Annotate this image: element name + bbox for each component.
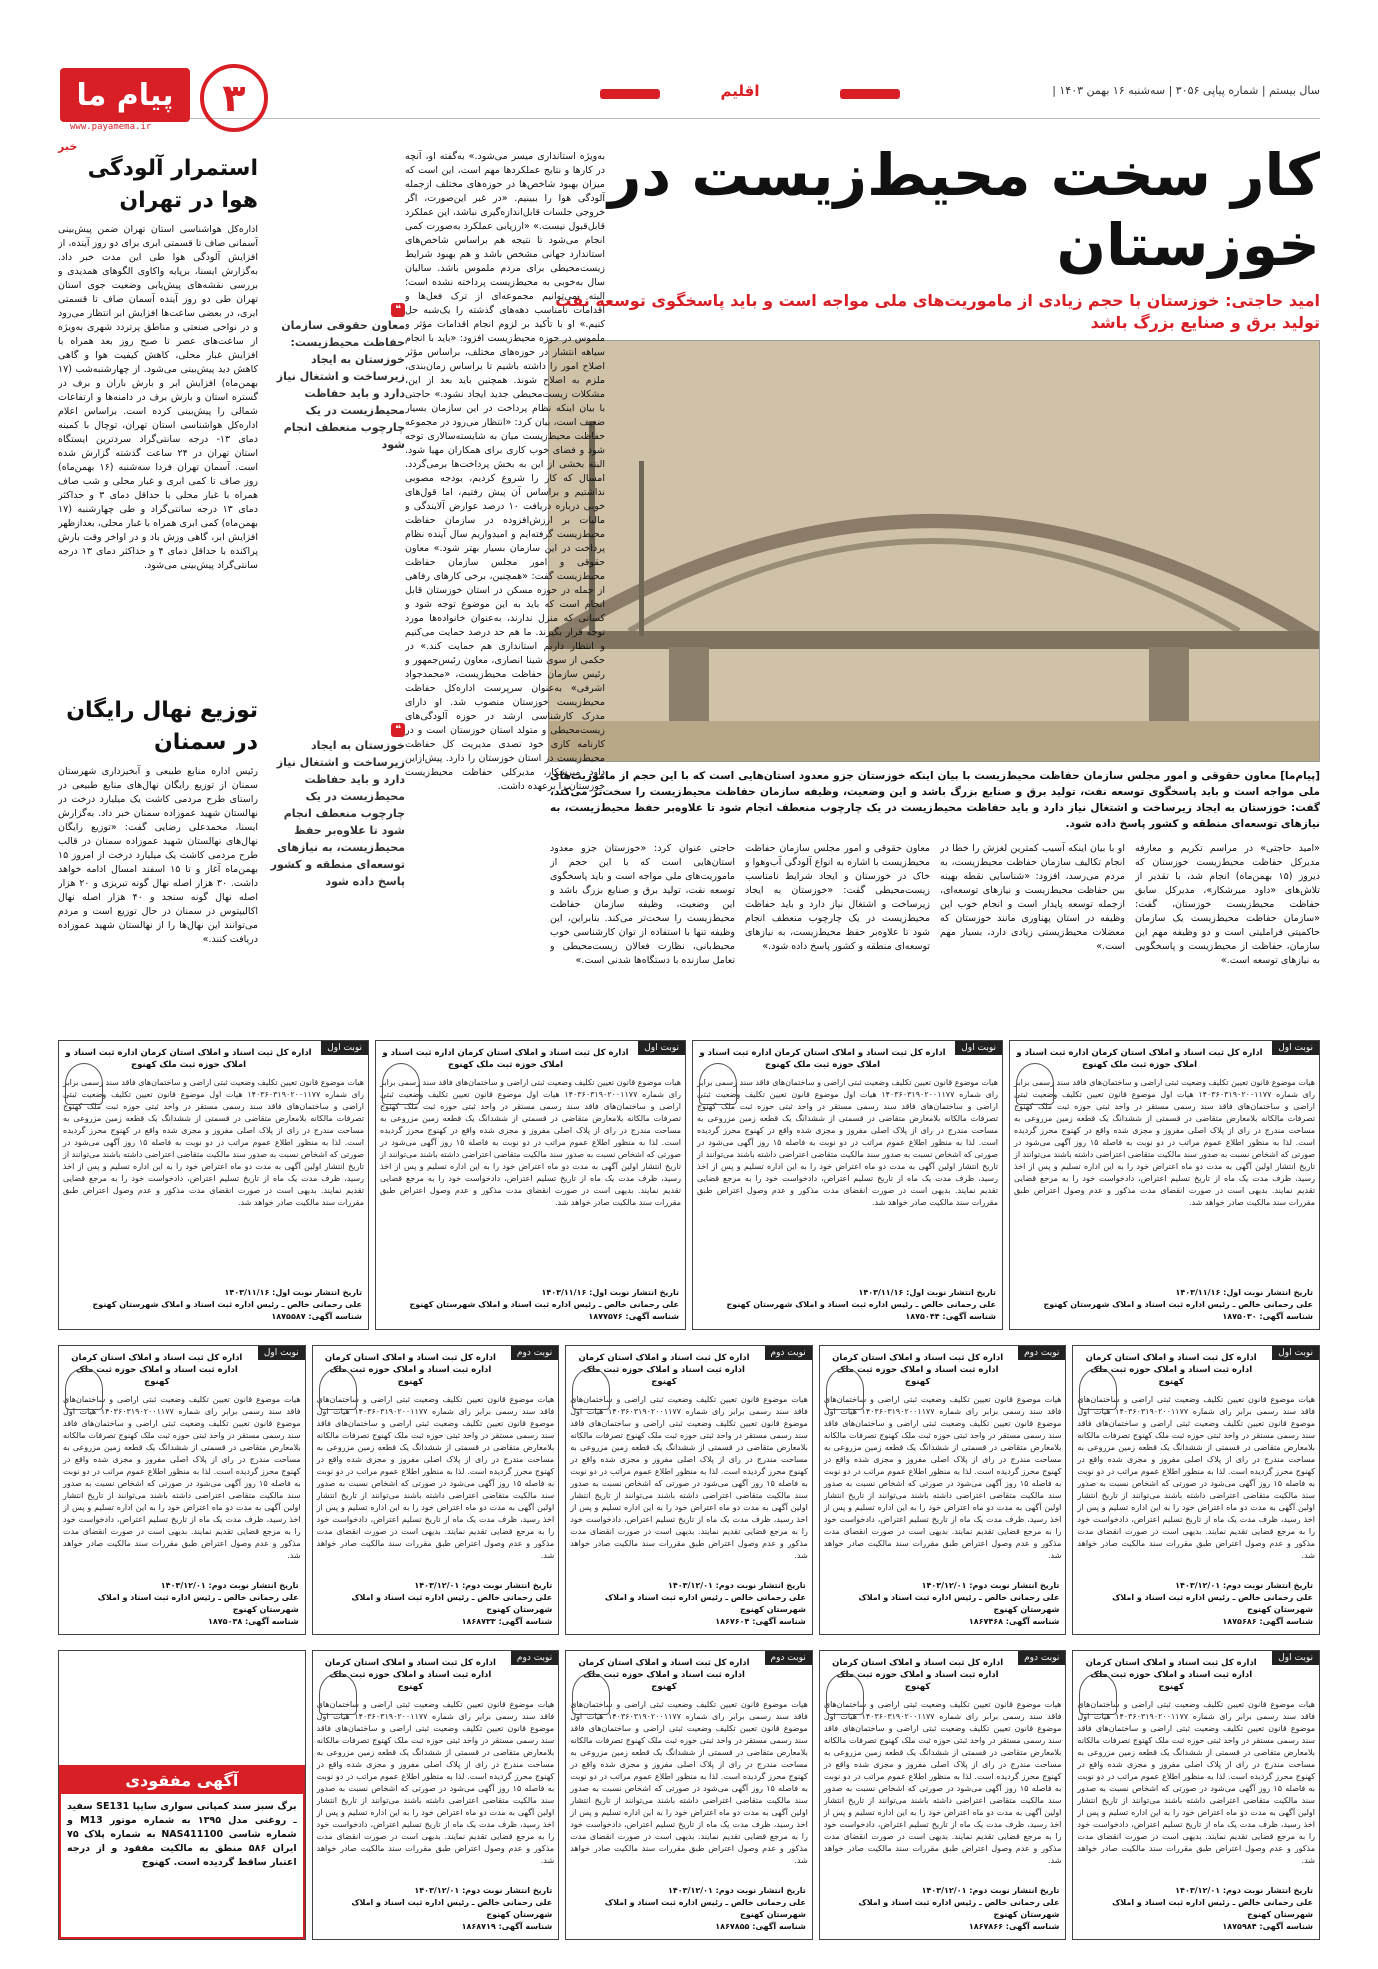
ad-org: اداره کل ثبت اسناد و املاک استان کرمان اداره ثبت اسناد و املاک حوزه ثبت ملک کهنوج [71, 1353, 243, 1387]
middle-column-text: به‌ویژه استانداری میسر می‌شود.» به‌گفته او، آنچه در کارها و نتایج عملکردها مهم است، این است که میزان بهبود شاخص‌ها در حوزه‌های مختلف ازجمله آلودگی هوا را ببینیم. «در غیر این‌صورت، اگر خروجی جلسات قابل‌اندازه‌گیری نباشد، این عملکرد قابل‌قبول نیست.» «ارزیابی عملکرد به‌صورت کمی انجام می‌شود تا نتیجه هم براساس شاخص‌های استاندارد جهانی مشخص باشد و هم بهبود شرایط زیست‌محیطی برای مردم ملموس باشد. سالیان سال به‌خوبی به محیط‌زیست پرداخته نشده است؛ البته نمی‌توانیم مجموعه‌ای از ترک فعل‌ها و اقدامات نامناسب دهه‌های گذشته را یک‌شبه حل کنیم.» او با تأکید بر لزوم انجام اقدامات مؤثر و ملموس در حوزه محیط‌زیست افزود: «باید با انجام سیاهه انتشار در حوزه‌های مختلف، براساس مؤثر اصلاح امور را داشته باشیم تا براساس زمان‌بندی، ملزم به اصلاح شوند. همچنین باید بعد از این، مشکلات زیست‌محیطی جدید ایجاد نشود.» حاجتی با بیان اینکه نظام پرداخت در این سازمان بسیار ضعیف است، بیان کرد: «انتظار می‌رود در مجموعه حفاظت محیط‌زیست میان به شایسته‌سالاری توجه شود و فضای خوب کاری برای همکاران مهیا شود. البته بخشی از این به بخش پرداخت‌ها برمی‌گردد. امسال که کار را شروع کردیم، بودجه مصوبی نداشتیم و براساس آن پیش رفتیم، اما قول‌های خوبی درباره دریافت ۱۰ درصد عوارض آلایندگی و مالیات بر ارزش‌افزوده در سازمان حفاظت محیط‌زیست گرفته‌ایم و امیدواریم سال آینده نظام پرداخت در این سازمان بسیار بهتر شود.» معاون حقوقی و امور مجلس سازمان حفاظت محیط‌زیست گفت: «همچنین، برخی کارهای رفاهی از جمله در حوزه مسکن در استان خوزستان قابل انجام است که باید به این موضوع توجه شود و کسانی که منزل ندارند، به‌عنوان خانواده‌ها مورد توجه قرار بگیرند. ما هم حد درصد حمایت می‌کنیم و انتظار داریم استانداری هم حمایت کند.» در حکمی از سوی شینا انصاری، معاون رئیس‌جمهور و رئیس سازمان حفاظت محیط‌زیست، «محمدجواد اشرفی» به‌عنوان سرپرست اداره‌کل حفاظت محیط‌زیست خوزستان منصوب شد. او دارای مدرک کارشناسی ارشد در حوزه آلودگی‌های زیست‌محیطی و متولد استان خوزستان است و در کارنامه کاری خود تصدی مدیریت کل حفاظت محیط‌زیست در استان خوزستان را دارد. پیش‌ازاین داود میرشکار، مدیرکلی حفاظت محیط‌زیست خوزستان را برعهده داشت. [405, 151, 605, 792]
section-bar-right [840, 89, 900, 99]
section-title: اقلیم [720, 82, 760, 100]
ad-sign: تاریخ انتشار نوبت دوم: ۱۴۰۳/۱۲/۰۱ علی رحمانی خالص ـ رئیس اداره ثبت اسناد و املاک شهرستان کهنوج شناسه آگهی: ۱۸۷۵۹۸۴ [1112, 1886, 1313, 1931]
newspaper-logo[interactable]: پیام ما [60, 68, 190, 122]
ads-row-3 [58, 1650, 1320, 1940]
ad-box [819, 1345, 1067, 1635]
ads-row-1 [58, 1040, 1320, 1330]
ad-text: هیات موضوع قانون تعیین تکلیف وضعیت ثبتی اراضی و ساختمان‌های فاقد سند رسمی برابر رای شماره ۱۴۰۳۶۰۳۱۹۰۲۰۰۱۱۷۷ هیات اول موضوع قانون تعیین تکلیف وضعیت ثبتی اراضی و ساختمان‌های فاقد سند رسمی مستقر در واحد ثبتی حوزه ثبت ملک کهنوج تصرفات مالکانه بلامعارض متقاضی در قسمتی از ششدانگ یک قطعه زمین مزروعی به مساحت مندرج در رای از پلاک اصلی مفروز و مجزی شده واقع در کهنوج محرز گردیده است. لذا به منظور اطلاع عموم مراتب در دو نوبت به فاصله ۱۵ روز آگهی می‌شود در صورتی که اشخاص نسبت به صدور سند مالکیت متقاضی اعتراضی داشته باشند می‌توانند از تاریخ انتشار اولین آگهی به مدت دو ماه اعتراض خود را به این اداره تسلیم و پس از اخذ رسید، ظرف مدت یک ماه از تاریخ تسلیم اعتراض، دادخواست خود را به مرجع قضایی تقدیم نمایند. بدیهی است در صورت انقضای مدت مذکور و عدم وصول اعتراض طبق مقررات سند مالکیت صادر خواهد شد. [823, 1395, 1062, 1560]
ad-org: اداره کل ثبت اسناد و املاک استان کرمان اداره ثبت اسناد و املاک حوزه ثبت ملک کهنوج [324, 1658, 496, 1692]
ad-org: اداره کل ثبت اسناد و املاک استان کرمان اداره ثبت اسناد و املاک حوزه ثبت ملک کهنوج [832, 1658, 1004, 1692]
ad-sign: تاریخ انتشار نوبت دوم: ۱۴۰۳/۱۲/۰۱ علی رحمانی خالص ـ رئیس اداره ثبت اسناد و املاک شهرستان کهنوج شناسه آگهی: ۱۸۶۷۸۵۵ [604, 1886, 806, 1931]
quote-icon: ❝ [391, 303, 405, 317]
body-col-3: معاون حقوقی و امور مجلس سازمان حفاظت محیط‌زیست با اشاره به انواع آلودگی آب‌وهوا و خاک در خوزستان و ایجاد شرایط نامناسب زیست‌محیطی گفت: «خوزستان به ایجاد زیرساخت و اشتغال نیاز دارد و باید حفاظت محیط‌زیست در یک چارچوب منعطف انجام شود تا علاوه‌بر حفظ محیط‌زیست، به نیازهای توسعه‌ای منطقه و کشور پاسخ داده شود.» [745, 843, 930, 952]
ad-box [1072, 1345, 1320, 1635]
ad-org: اداره کل ثبت اسناد و املاک استان کرمان اداره ثبت اسناد و املاک حوزه ثبت ملک کهنوج [324, 1353, 496, 1387]
lost-notice [59, 1765, 305, 1939]
pull-quote-2 [265, 720, 405, 890]
ad-org: اداره کل ثبت اسناد و املاک استان کرمان اداره ثبت اسناد و املاک حوزه ثبت ملک کهنوج [382, 1048, 629, 1070]
ad-sign: تاریخ انتشار نوبت دوم: ۱۴۰۳/۱۲/۰۱ علی رحمانی خالص ـ رئیس اداره ثبت اسناد و املاک شهرستان کهنوج شناسه آگهی: ۱۸۶۷۶۰۴ [604, 1581, 806, 1626]
story2-title: توزیع نهال رایگان در سمنان [66, 698, 258, 755]
ad-org: اداره کل ثبت اسناد و املاک استان کرمان اداره ثبت اسناد و املاک حوزه ثبت ملک کهنوج [1085, 1353, 1257, 1387]
pull-quote-2-text: خوزستان به ایجاد زیرساخت و اشتغال نیاز دارد و باید حفاظت محیط‌زیست در یک چارچوب منعطف انجام شود تا علاوه‌بر حفظ محیط‌زیست، به نیازهای توسعه‌ای منطقه و کشور پاسخ داده شود [270, 739, 405, 888]
story1-text: اداره‌کل هواشناسی استان تهران ضمن پیش‌بینی آسمانی صاف تا قسمتی ابری برای دو روز آینده، از افزایش آلودگی هوا طی این مدت خبر داد. به‌گزارش ایسنا، برپایه واکاوی الگوهای همدیدی و بررسی نقشه‌های پیش‌یابی وضعیت جوی استان تهران طی دو روز آینده آسمان صاف تا قسمتی ابری، در بعضی ساعت‌ها افزایش ابر انتظار می‌رود و در نواحی صنعتی و مناطق پرتردد شهری به‌ویژه از ساعت‌های عصر تا صبح روز بعد همراه با افزایش غبار محلی، کاهش کیفیت هوا و گاهی کاهش دید پیش‌بینی می‌شود. از چهارشنبه‌شب (۱۷ بهمن‌ماه) افزایش ابر و بارش باران و برف در گستره استان و بارش برف در دامنه‌ها و ارتفاعات شمالی را پیش‌بینی کرده است. براساس اعلام اداره‌کل هواشناسی استان تهران، توچال با کمینه دمای ۱۳- درجه سانتی‌گراد سردترین ایستگاه استان تهران در ۲۴ ساعت گذشته گزارش شده است. آسمان تهران فردا سه‌شنبه (۱۶ بهمن‌ماه) روز صاف تا کمی ابری و غبار محلی و شب صاف همراه با غبار محلی با حداقل دمای ۳ و حداکثر دمای ۱۳ درجه سانتی‌گراد و طی چهارشنبه (۱۷ بهمن‌ماه) کمی ابری همراه با غبار محلی، بعدازظهر افزایش ابر، گاهی وزش باد و در اواخر وقت بارش پراکنده با حداقل دمای ۴ و حداکثر دمای ۱۳ درجه سانتی‌گراد پیش‌بینی می‌شود. [58, 224, 258, 571]
ad-org: اداره کل ثبت اسناد و املاک استان کرمان اداره ثبت اسناد و املاک حوزه ثبت ملک کهنوج [1016, 1048, 1263, 1070]
page-header [60, 76, 1320, 132]
left-column [58, 140, 258, 965]
ad-text: هیات موضوع قانون تعیین تکلیف وضعیت ثبتی اراضی و ساختمان‌های فاقد سند رسمی برابر رای شماره ۱۴۰۳۶۰۳۱۹۰۲۰۰۱۱۷۷ هیات اول موضوع قانون تعیین تکلیف وضعیت ثبتی اراضی و ساختمان‌های فاقد سند رسمی مستقر در واحد ثبتی حوزه ثبت ملک کهنوج تصرفات مالکانه بلامعارض متقاضی در قسمتی از ششدانگ یک قطعه زمین مزروعی به مساحت مندرج در رای از پلاک اصلی مفروز و مجزی شده واقع در کهنوج محرز گردیده است. لذا به منظور اطلاع عموم مراتب در دو نوبت به فاصله ۱۵ روز آگهی می‌شود در صورتی که اشخاص نسبت به صدور سند مالکیت متقاضی اعتراضی داشته باشند می‌توانند از تاریخ انتشار اولین آگهی به مدت دو ماه اعتراض خود را به این اداره تسلیم و پس از اخذ رسید، ظرف مدت یک ماه از تاریخ تسلیم اعتراض، دادخواست خود را به مرجع قضایی تقدیم نمایند. بدیهی است در صورت انقضای مدت مذکور و عدم وصول اعتراض طبق مقررات سند مالکیت صادر خواهد شد. [63, 1395, 301, 1560]
ad-text: هیات موضوع قانون تعیین تکلیف وضعیت ثبتی اراضی و ساختمان‌های فاقد سند رسمی برابر رای شماره ۱۴۰۳۶۰۳۱۹۰۲۰۰۱۱۷۷ هیات اول موضوع قانون تعیین تکلیف وضعیت ثبتی اراضی و ساختمان‌های فاقد سند رسمی مستقر در واحد ثبتی حوزه ثبت ملک کهنوج تصرفات مالکانه بلامعارض متقاضی در قسمتی از ششدانگ یک قطعه زمین مزروعی به مساحت مندرج در رای از پلاک اصلی مفروز و مجزی شده واقع در کهنوج محرز گردیده است. لذا به منظور اطلاع عموم مراتب در دو نوبت به فاصله ۱۵ روز آگهی می‌شود در صورتی که اشخاص نسبت به صدور سند مالکیت متقاضی اعتراضی داشته باشند می‌توانند از تاریخ انتشار اولین آگهی به مدت دو ماه اعتراض خود را به این اداره تسلیم و پس از اخذ رسید، ظرف مدت یک ماه از تاریخ تسلیم اعتراض، دادخواست خود را به مرجع قضایی تقدیم نمایند. بدیهی است در صورت انقضای مدت مذکور و عدم وصول اعتراض طبق مقررات سند مالکیت صادر خواهد شد. [1077, 1700, 1316, 1865]
ad-text: هیات موضوع قانون تعیین تکلیف وضعیت ثبتی اراضی و ساختمان‌های فاقد سند رسمی برابر رای شماره ۱۴۰۳۶۰۳۱۹۰۲۰۰۱۱۷۷ هیات اول موضوع قانون تعیین تکلیف وضعیت ثبتی اراضی و ساختمان‌های فاقد سند رسمی مستقر در واحد ثبتی حوزه ثبت ملک کهنوج تصرفات مالکانه بلامعارض متقاضی در قسمتی از ششدانگ یک قطعه زمین مزروعی به مساحت مندرج در رای از پلاک اصلی مفروز و مجزی شده واقع در کهنوج محرز گردیده است. لذا به منظور اطلاع عموم مراتب در دو نوبت به فاصله ۱۵ روز آگهی می‌شود در صورتی که اشخاص نسبت به صدور سند مالکیت متقاضی اعتراضی داشته باشند می‌توانند از تاریخ انتشار اولین آگهی به مدت دو ماه اعتراض خود را به این اداره تسلیم و پس از اخذ رسید، ظرف مدت یک ماه از تاریخ تسلیم اعتراض، دادخواست خود را به مرجع قضایی تقدیم نمایند. بدیهی است در صورت انقضای مدت مذکور و عدم وصول اعتراض طبق مقررات سند مالکیت صادر خواهد شد. [380, 1078, 681, 1207]
ad-text: هیات موضوع قانون تعیین تکلیف وضعیت ثبتی اراضی و ساختمان‌های فاقد سند رسمی برابر رای شماره ۱۴۰۳۶۰۳۱۹۰۲۰۰۱۱۷۷ هیات اول موضوع قانون تعیین تکلیف وضعیت ثبتی اراضی و ساختمان‌های فاقد سند رسمی مستقر در واحد ثبتی حوزه ثبت ملک کهنوج تصرفات مالکانه بلامعارض متقاضی در قسمتی از ششدانگ یک قطعه زمین مزروعی به مساحت مندرج در رای از پلاک اصلی مفروز و مجزی شده واقع در کهنوج محرز گردیده است. لذا به منظور اطلاع عموم مراتب در دو نوبت به فاصله ۱۵ روز آگهی می‌شود در صورتی که اشخاص نسبت به صدور سند مالکیت متقاضی اعتراضی داشته باشند می‌توانند از تاریخ انتشار اولین آگهی به مدت دو ماه اعتراض خود را به این اداره تسلیم و پس از اخذ رسید، ظرف مدت یک ماه از تاریخ تسلیم اعتراض، دادخواست خود را به مرجع قضایی تقدیم نمایند. بدیهی است در صورت انقضای مدت مذکور و عدم وصول اعتراض طبق مقررات سند مالکیت صادر خواهد شد. [570, 1395, 808, 1560]
pull-quote-1-text: معاون حقوقی سازمان حفاظت محیط‌زیست: خوزستان به ایجاد زیرساخت و اشتغال نیاز دارد و باید حفاظت محیط‌زیست در یک چارچوب منعطف انجام شود [276, 319, 405, 451]
ad-sign: تاریخ انتشار نوبت اول: ۱۴۰۳/۱۱/۱۶ علی رحمانی خالص ـ رئیس اداره ثبت اسناد و املاک شهرستان کهنوج شناسه آگهی: ۱۸۷۵۵۸۷ [92, 1288, 362, 1321]
ad-badge: نوبت دوم [1018, 1346, 1065, 1360]
ad-text: هیات موضوع قانون تعیین تکلیف وضعیت ثبتی اراضی و ساختمان‌های فاقد سند رسمی برابر رای شماره ۱۴۰۳۶۰۳۱۹۰۲۰۰۱۱۷۷ هیات اول موضوع قانون تعیین تکلیف وضعیت ثبتی اراضی و ساختمان‌های فاقد سند رسمی مستقر در واحد ثبتی حوزه ثبت ملک کهنوج تصرفات مالکانه بلامعارض متقاضی در قسمتی از ششدانگ یک قطعه زمین مزروعی به مساحت مندرج در رای از پلاک اصلی مفروز و مجزی شده واقع در کهنوج محرز گردیده است. لذا به منظور اطلاع عموم مراتب در دو نوبت به فاصله ۱۵ روز آگهی می‌شود در صورتی که اشخاص نسبت به صدور سند مالکیت متقاضی اعتراضی داشته باشند می‌توانند از تاریخ انتشار اولین آگهی به مدت دو ماه اعتراض خود را به این اداره تسلیم و پس از اخذ رسید، ظرف مدت یک ماه از تاریخ تسلیم اعتراض، دادخواست خود را به مرجع قضایی تقدیم نمایند. بدیهی است در صورت انقضای مدت مذکور و عدم وصول اعتراض طبق مقررات سند مالکیت صادر خواهد شد. [63, 1078, 364, 1207]
emblem-icon [572, 1673, 610, 1715]
ad-text: هیات موضوع قانون تعیین تکلیف وضعیت ثبتی اراضی و ساختمان‌های فاقد سند رسمی برابر رای شماره ۱۴۰۳۶۰۳۱۹۰۲۰۰۱۱۷۷ هیات اول موضوع قانون تعیین تکلیف وضعیت ثبتی اراضی و ساختمان‌های فاقد سند رسمی مستقر در واحد ثبتی حوزه ثبت ملک کهنوج تصرفات مالکانه بلامعارض متقاضی در قسمتی از ششدانگ یک قطعه زمین مزروعی به مساحت مندرج در رای از پلاک اصلی مفروز و مجزی شده واقع در کهنوج محرز گردیده است. لذا به منظور اطلاع عموم مراتب در دو نوبت به فاصله ۱۵ روز آگهی می‌شود در صورتی که اشخاص نسبت به صدور سند مالکیت متقاضی اعتراضی داشته باشند می‌توانند از تاریخ انتشار اولین آگهی به مدت دو ماه اعتراض خود را به این اداره تسلیم و پس از اخذ رسید، ظرف مدت یک ماه از تاریخ تسلیم اعتراض، دادخواست خود را به مرجع قضایی تقدیم نمایند. بدیهی است در صورت انقضای مدت مذکور و عدم وصول اعتراض طبق مقررات سند مالکیت صادر خواهد شد. [697, 1078, 998, 1207]
ad-box [819, 1650, 1067, 1940]
bridge-illustration [549, 341, 1319, 761]
ads-row-2 [58, 1345, 1320, 1635]
emblem-icon [826, 1673, 864, 1715]
emblem-icon [319, 1368, 357, 1410]
issue-info: سال بیستم | شماره پیاپی ۳۰۵۶ | سه‌شنبه ۱۶ بهمن ۱۴۰۳ | [1052, 84, 1320, 97]
ad-sign: تاریخ انتشار نوبت دوم: ۱۴۰۳/۱۲/۰۱ علی رحمانی خالص ـ رئیس اداره ثبت اسناد و املاک شهرستان کهنوج شناسه آگهی: ۱۸۶۸۷۳۳ [351, 1581, 553, 1626]
ad-badge: نوبت اول [321, 1041, 368, 1055]
ad-badge: نوبت اول [638, 1041, 685, 1055]
ad-org: اداره کل ثبت اسناد و املاک استان کرمان اداره ثبت اسناد و املاک حوزه ثبت ملک کهنوج [65, 1048, 312, 1070]
ad-org: اداره کل ثبت اسناد و املاک استان کرمان اداره ثبت اسناد و املاک حوزه ثبت ملک کهنوج [832, 1353, 1004, 1387]
ad-text: هیات موضوع قانون تعیین تکلیف وضعیت ثبتی اراضی و ساختمان‌های فاقد سند رسمی برابر رای شماره ۱۴۰۳۶۰۳۱۹۰۲۰۰۱۱۷۷ هیات اول موضوع قانون تعیین تکلیف وضعیت ثبتی اراضی و ساختمان‌های فاقد سند رسمی مستقر در واحد ثبتی حوزه ثبت ملک کهنوج تصرفات مالکانه بلامعارض متقاضی در قسمتی از ششدانگ یک قطعه زمین مزروعی به مساحت مندرج در رای از پلاک اصلی مفروز و مجزی شده واقع در کهنوج محرز گردیده است. لذا به منظور اطلاع عموم مراتب در دو نوبت به فاصله ۱۵ روز آگهی می‌شود در صورتی که اشخاص نسبت به صدور سند مالکیت متقاضی اعتراضی داشته باشند می‌توانند از تاریخ انتشار اولین آگهی به مدت دو ماه اعتراض خود را به این اداره تسلیم و پس از اخذ رسید، ظرف مدت یک ماه از تاریخ تسلیم اعتراض، دادخواست خود را به مرجع قضایی تقدیم نمایند. بدیهی است در صورت انقضای مدت مذکور و عدم وصول اعتراض طبق مقررات سند مالکیت صادر خواهد شد. [823, 1700, 1062, 1865]
ad-box [565, 1650, 813, 1940]
ad-text: هیات موضوع قانون تعیین تکلیف وضعیت ثبتی اراضی و ساختمان‌های فاقد سند رسمی برابر رای شماره ۱۴۰۳۶۰۳۱۹۰۲۰۰۱۱۷۷ هیات اول موضوع قانون تعیین تکلیف وضعیت ثبتی اراضی و ساختمان‌های فاقد سند رسمی مستقر در واحد ثبتی حوزه ثبت ملک کهنوج تصرفات مالکانه بلامعارض متقاضی در قسمتی از ششدانگ یک قطعه زمین مزروعی به مساحت مندرج در رای از پلاک اصلی مفروز و مجزی شده واقع در کهنوج محرز گردیده است. لذا به منظور اطلاع عموم مراتب در دو نوبت به فاصله ۱۵ روز آگهی می‌شود در صورتی که اشخاص نسبت به صدور سند مالکیت متقاضی اعتراضی داشته باشند می‌توانند از تاریخ انتشار اولین آگهی به مدت دو ماه اعتراض خود را به این اداره تسلیم و پس از اخذ رسید، ظرف مدت یک ماه از تاریخ تسلیم اعتراض، دادخواست خود را به مرجع قضایی تقدیم نمایند. بدیهی است در صورت انقضای مدت مذکور و عدم وصول اعتراض طبق مقررات سند مالکیت صادر خواهد شد. [1077, 1395, 1316, 1560]
emblem-icon [382, 1063, 420, 1105]
ad-sign: تاریخ انتشار نوبت اول: ۱۴۰۳/۱۱/۱۶ علی رحمانی خالص ـ رئیس اداره ثبت اسناد و املاک شهرستان کهنوج شناسه آگهی: ۱۸۷۵۰۴۴ [726, 1288, 996, 1321]
ad-sign: تاریخ انتشار نوبت دوم: ۱۴۰۳/۱۲/۰۱ علی رحمانی خالص ـ رئیس اداره ثبت اسناد و املاک شهرستان کهنوج شناسه آگهی: ۱۸۶۷۴۶۸ [858, 1581, 1060, 1626]
ad-sign: تاریخ انتشار نوبت دوم: ۱۴۰۳/۱۲/۰۱ علی رحمانی خالص ـ رئیس اداره ثبت اسناد و املاک شهرستان کهنوج شناسه آگهی: ۱۸۶۷۸۶۶ [858, 1886, 1060, 1931]
ad-sign: تاریخ انتشار نوبت اول: ۱۴۰۳/۱۱/۱۶ علی رحمانی خالص ـ رئیس اداره ثبت اسناد و املاک شهرستان کهنوج شناسه آگهی: ۱۸۷۷۵۷۶ [409, 1288, 679, 1321]
body-col-1: «امید حاجتی» در مراسم تکریم و معارفه مدیرکل حفاظت محیط‌زیست خوزستان که دیروز (۱۵ بهمن‌ماه) انجام شد، با تقدیر از تلاش‌های «داود میرشکار»، مدیرکل سابق حفاظت محیط‌زیست خوزستان، گفت: «سازمان حفاظت محیط‌زیست یک سازمان حاکمیتی فراملیتی است و دو وظیفه مهم این سازمان، حفاظت از محیط‌زیست و پاسخگویی به نیازهای توسعه است.» [1135, 843, 1320, 966]
ad-badge: نوبت اول [955, 1041, 1002, 1055]
ad-org: اداره کل ثبت اسناد و املاک استان کرمان اداره ثبت اسناد و املاک حوزه ثبت ملک کهنوج [1085, 1658, 1257, 1692]
ad-badge: نوبت دوم [1018, 1651, 1065, 1665]
body-col-4: حاجتی عنوان کرد: «خوزستان جزو معدود استان‌هایی است که با این حجم از ماموریت‌های ملی مواجه است و باید پاسخگوی توسعه نفت، تولید برق و صنایع بزرگ باشد و این وضعیت، وظیفه سازمان حفاظت محیط‌زیست را سخت‌تر می‌کند. بنابراین، این وظیفه تنها با استفاده از توان کارشناسی خوب محیط‌بانی، نظارت فعالان زیست‌محیطی و تعامل سازنده با دستگاه‌ها شدنی است.» [550, 843, 735, 966]
ad-box [1009, 1040, 1320, 1330]
emblem-icon [65, 1063, 103, 1105]
emblem-icon [572, 1368, 610, 1410]
ad-org: اداره کل ثبت اسناد و املاک استان کرمان اداره ثبت اسناد و املاک حوزه ثبت ملک کهنوج [578, 1658, 750, 1692]
ad-sign: تاریخ انتشار نوبت دوم: ۱۴۰۳/۱۲/۰۱ علی رحمانی خالص ـ رئیس اداره ثبت اسناد و املاک شهرستان کهنوج شناسه آگهی: ۱۸۷۵۰۳۸ [97, 1581, 299, 1626]
logo-url: www.payamema.ir [70, 122, 152, 132]
ad-org: اداره کل ثبت اسناد و املاک استان کرمان اداره ثبت اسناد و املاک حوزه ثبت ملک کهنوج [699, 1048, 946, 1070]
page-number: ۳ [200, 64, 268, 132]
ad-sign: تاریخ انتشار نوبت دوم: ۱۴۰۳/۱۲/۰۱ علی رحمانی خالص ـ رئیس اداره ثبت اسناد و املاک شهرستان کهنوج شناسه آگهی: ۱۸۷۵۶۸۶ [1112, 1581, 1313, 1626]
ad-box [58, 1040, 369, 1330]
lost-notice-title: آگهی مفقودی [61, 1767, 303, 1794]
ad-badge: نوبت دوم [511, 1651, 558, 1665]
ad-text: هیات موضوع قانون تعیین تکلیف وضعیت ثبتی اراضی و ساختمان‌های فاقد سند رسمی برابر رای شماره ۱۴۰۳۶۰۳۱۹۰۲۰۰۱۱۷۷ هیات اول موضوع قانون تعیین تکلیف وضعیت ثبتی اراضی و ساختمان‌های فاقد سند رسمی مستقر در واحد ثبتی حوزه ثبت ملک کهنوج تصرفات مالکانه بلامعارض متقاضی در قسمتی از ششدانگ یک قطعه زمین مزروعی به مساحت مندرج در رای از پلاک اصلی مفروز و مجزی شده واقع در کهنوج محرز گردیده است. لذا به منظور اطلاع عموم مراتب در دو نوبت به فاصله ۱۵ روز آگهی می‌شود در صورتی که اشخاص نسبت به صدور سند مالکیت متقاضی اعتراضی داشته باشند می‌توانند از تاریخ انتشار اولین آگهی به مدت دو ماه اعتراض خود را به این اداره تسلیم و پس از اخذ رسید، ظرف مدت یک ماه از تاریخ تسلیم اعتراض، دادخواست خود را به مرجع قضایی تقدیم نمایند. بدیهی است در صورت انقضای مدت مذکور و عدم وصول اعتراض طبق مقررات سند مالکیت صادر خواهد شد. [316, 1700, 555, 1865]
main-lead: [پیام‌ما] معاون حقوقی و امور مجلس سازمان حفاظت محیط‌زیست با بیان اینکه خوزستان جزو معدود استان‌هایی است که با این حجم از ماموریت‌های ملی مواجه است و باید پاسخگوی توسعه نفت، تولید برق و صنایع بزرگ باشد و این وضعیت، وظیفه سازمان حفاظت محیط‌زیست را سخت‌تر می‌کند، گفت: خوزستان به ایجاد زیرساخت و اشتغال نیاز دارد و باید حفاظت محیط‌زیست در یک چارچوب منعطف انجام شود تا علاوه‌بر حفظ محیط‌زیست، به نیازهای توسعه‌ای منطقه و کشور پاسخ داده شود. [550, 770, 1320, 830]
main-headline: کار سخت محیط‌زیست در خوزستان [608, 141, 1320, 279]
ad-badge: نوبت اول [1272, 1346, 1319, 1360]
ad-badge: نوبت اول [1272, 1041, 1319, 1055]
emblem-icon [1079, 1673, 1117, 1715]
story2-text: رئیس اداره منابع طبیعی و آبخیزداری شهرستان سمنان از توزیع رایگان نهال‌های منابع طبیعی در راستای طرح مردمی کاشت یک میلیارد درخت در نهالستان شهید عموزاده سمنان خبر داد. به‌گزارش ایسنا، محمدعلی رضایی گفت: «توزیع رایگان نهال‌های نهالستان شهید عموزاده سمنان در قالب طرح مردمی کاشت یک میلیارد درخت از امروز ۱۵ بهمن‌ماه آغاز و تا ۱۵ اسفند امسال ادامه خواهد داشت. ۳۰ هزار اصله نهال گونه‌ تبریزی و ۲۰ هزار اصله نهال گونه سنجد و ۴۰ هزار اصله نهال اکالیپتوس در سمنان در حال توزیع است و مردم می‌توانند این نهال‌ها را از نهالستان شهید عموزاده دریافت کنند.» [58, 766, 258, 945]
news-tag: خبر [58, 140, 78, 153]
ad-box [565, 1345, 813, 1635]
quote-icon: ❝ [391, 723, 405, 737]
emblem-icon [319, 1673, 357, 1715]
ad-box [692, 1040, 1003, 1330]
main-subtitle: امید حاجتی: خوزستان با حجم زیادی از ماموریت‌های ملی مواجه است و باید پاسخگوی توسعه نفت تولید برق و صنایع بزرگ باشد [555, 291, 1320, 332]
ad-badge: نوبت دوم [765, 1651, 812, 1665]
ad-badge: نوبت دوم [511, 1346, 558, 1360]
ad-text: هیات موضوع قانون تعیین تکلیف وضعیت ثبتی اراضی و ساختمان‌های فاقد سند رسمی برابر رای شماره ۱۴۰۳۶۰۳۱۹۰۲۰۰۱۱۷۷ هیات اول موضوع قانون تعیین تکلیف وضعیت ثبتی اراضی و ساختمان‌های فاقد سند رسمی مستقر در واحد ثبتی حوزه ثبت ملک کهنوج تصرفات مالکانه بلامعارض متقاضی در قسمتی از ششدانگ یک قطعه زمین مزروعی به مساحت مندرج در رای از پلاک اصلی مفروز و مجزی شده واقع در کهنوج محرز گردیده است. لذا به منظور اطلاع عموم مراتب در دو نوبت به فاصله ۱۵ روز آگهی می‌شود در صورتی که اشخاص نسبت به صدور سند مالکیت متقاضی اعتراضی داشته باشند می‌توانند از تاریخ انتشار اولین آگهی به مدت دو ماه اعتراض خود را به این اداره تسلیم و پس از اخذ رسید، ظرف مدت یک ماه از تاریخ تسلیم اعتراض، دادخواست خود را به مرجع قضایی تقدیم نمایند. بدیهی است در صورت انقضای مدت مذکور و عدم وصول اعتراض طبق مقررات سند مالکیت صادر خواهد شد. [570, 1700, 808, 1865]
ad-badge: نوبت اول [1272, 1651, 1319, 1665]
ad-box [312, 1345, 560, 1635]
ad-box [1072, 1650, 1320, 1940]
bridge-photo [548, 340, 1320, 762]
emblem-icon [699, 1063, 737, 1105]
lost-notice-text: برگ سبز سند کمپانی سواری سایپا SE131 سفید ـ روغنی مدل ۱۳۹۵ به شماره موتور M13 و شماره شاسی NAS411100 به شماره پلاک ۷۵ ایران ۵۸۶ منطق به مالکیت مفقود و از درجه اعتبار ساقط گردیده است. کهنوج [67, 1801, 297, 1868]
ad-box [375, 1040, 686, 1330]
body-col-2: او با بیان اینکه آسیب کمترین لغزش را خطا در انجام تکالیف سازمان حفاظت محیط‌زیست، به مردم می‌رسد، افزود: «شناسایی نقطه بهینه بین حفاظت محیط‌زیست و نیازهای توسعه‌ای، ازجمله توسعه پایدار است و انجام خوب این وظیفه در استان پهناوری مانند خوزستان که معضلات محیط‌زیستی زیادی دارد، بسیار مهم است.» [940, 843, 1125, 952]
pull-quote-1 [265, 300, 405, 453]
ad-box [58, 1345, 306, 1635]
ad-badge: نوبت اول [258, 1346, 305, 1360]
lost-notice-box [58, 1650, 306, 1940]
main-body [550, 842, 1320, 1002]
ad-text: هیات موضوع قانون تعیین تکلیف وضعیت ثبتی اراضی و ساختمان‌های فاقد سند رسمی برابر رای شماره ۱۴۰۳۶۰۳۱۹۰۲۰۰۱۱۷۷ هیات اول موضوع قانون تعیین تکلیف وضعیت ثبتی اراضی و ساختمان‌های فاقد سند رسمی مستقر در واحد ثبتی حوزه ثبت ملک کهنوج تصرفات مالکانه بلامعارض متقاضی در قسمتی از ششدانگ یک قطعه زمین مزروعی به مساحت مندرج در رای از پلاک اصلی مفروز و مجزی شده واقع در کهنوج محرز گردیده است. لذا به منظور اطلاع عموم مراتب در دو نوبت به فاصله ۱۵ روز آگهی می‌شود در صورتی که اشخاص نسبت به صدور سند مالکیت متقاضی اعتراضی داشته باشند می‌توانند از تاریخ انتشار اولین آگهی به مدت دو ماه اعتراض خود را به این اداره تسلیم و پس از اخذ رسید، ظرف مدت یک ماه از تاریخ تسلیم اعتراض، دادخواست خود را به مرجع قضایی تقدیم نمایند. بدیهی است در صورت انقضای مدت مذکور و عدم وصول اعتراض طبق مقررات سند مالکیت صادر خواهد شد. [1014, 1078, 1315, 1207]
ad-sign: تاریخ انتشار نوبت اول: ۱۴۰۳/۱۱/۱۶ علی رحمانی خالص ـ رئیس اداره ثبت اسناد و املاک شهرستان کهنوج شناسه آگهی: ۱۸۷۵۰۳۰ [1043, 1288, 1313, 1321]
ad-text: هیات موضوع قانون تعیین تکلیف وضعیت ثبتی اراضی و ساختمان‌های فاقد سند رسمی برابر رای شماره ۱۴۰۳۶۰۳۱۹۰۲۰۰۱۱۷۷ هیات اول موضوع قانون تعیین تکلیف وضعیت ثبتی اراضی و ساختمان‌های فاقد سند رسمی مستقر در واحد ثبتی حوزه ثبت ملک کهنوج تصرفات مالکانه بلامعارض متقاضی در قسمتی از ششدانگ یک قطعه زمین مزروعی به مساحت مندرج در رای از پلاک اصلی مفروز و مجزی شده واقع در کهنوج محرز گردیده است. لذا به منظور اطلاع عموم مراتب در دو نوبت به فاصله ۱۵ روز آگهی می‌شود در صورتی که اشخاص نسبت به صدور سند مالکیت متقاضی اعتراضی داشته باشند می‌توانند از تاریخ انتشار اولین آگهی به مدت دو ماه اعتراض خود را به این اداره تسلیم و پس از اخذ رسید، ظرف مدت یک ماه از تاریخ تسلیم اعتراض، دادخواست خود را به مرجع قضایی تقدیم نمایند. بدیهی است در صورت انقضای مدت مذکور و عدم وصول اعتراض طبق مقررات سند مالکیت صادر خواهد شد. [316, 1395, 555, 1560]
ad-org: اداره کل ثبت اسناد و املاک استان کرمان اداره ثبت اسناد و املاک حوزه ثبت ملک کهنوج [578, 1353, 750, 1387]
ad-box [312, 1650, 560, 1940]
story1-title: استمرار آلودگی هوا در تهران [87, 156, 258, 213]
emblem-icon [1079, 1368, 1117, 1410]
ad-badge: نوبت دوم [765, 1346, 812, 1360]
emblem-icon [65, 1368, 103, 1410]
ad-sign: تاریخ انتشار نوبت دوم: ۱۴۰۳/۱۲/۰۱ علی رحمانی خالص ـ رئیس اداره ثبت اسناد و املاک شهرستان کهنوج شناسه آگهی: ۱۸۶۸۷۱۹ [351, 1886, 553, 1931]
emblem-icon [826, 1368, 864, 1410]
emblem-icon [1016, 1063, 1054, 1105]
